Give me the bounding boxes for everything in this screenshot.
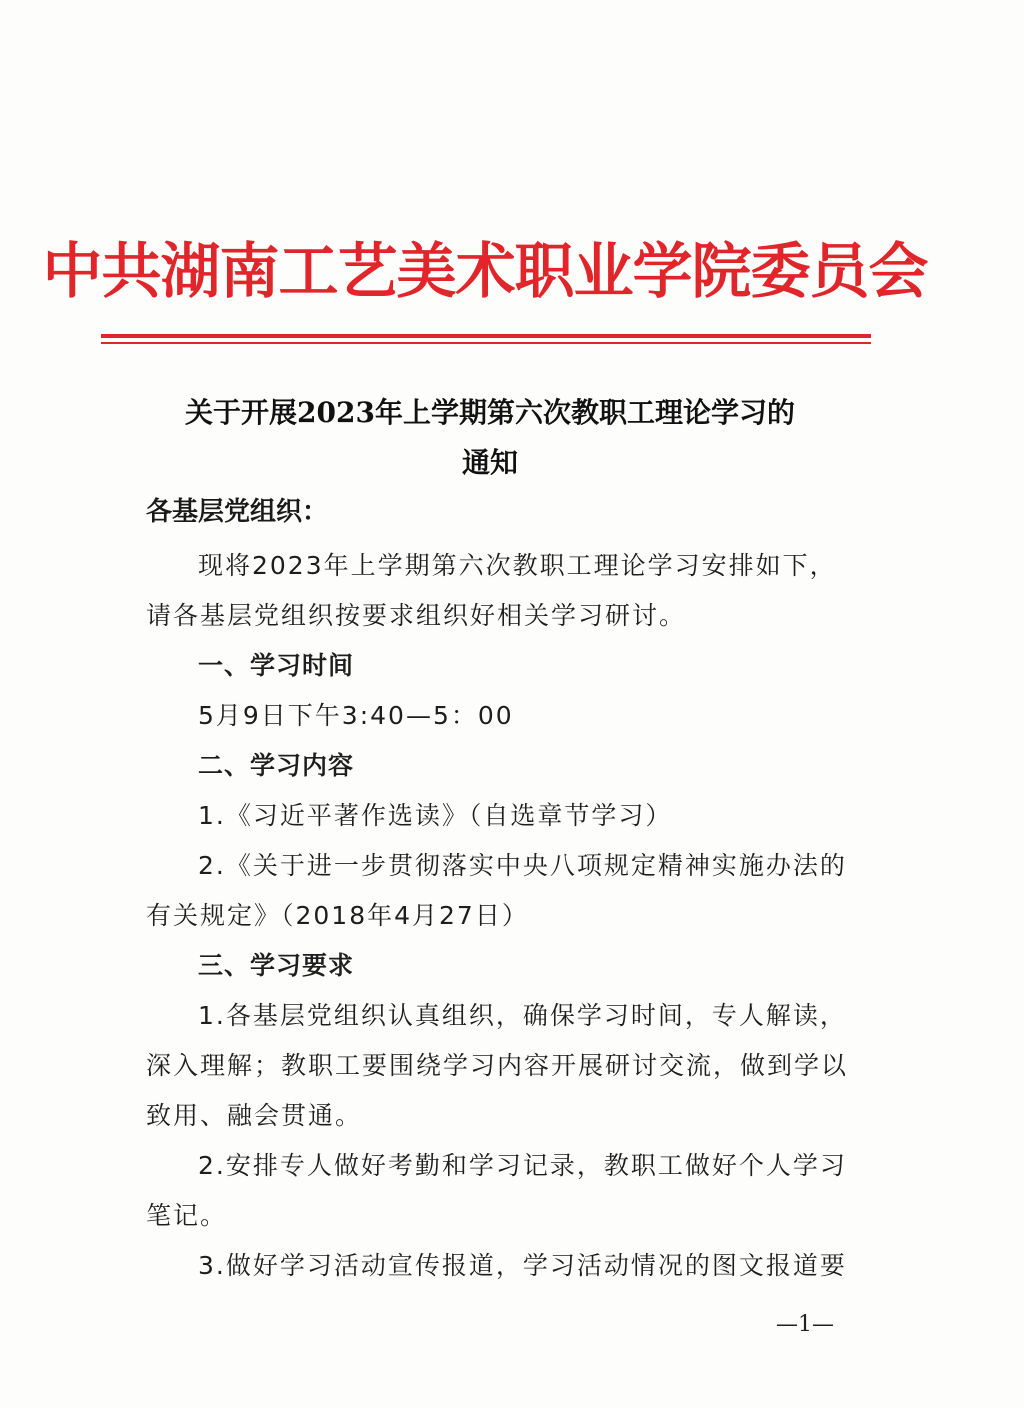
study-time: 5月9日下午3:40—5：00	[198, 701, 514, 730]
content-item-2-line-1: 2.《关于进一步贯彻落实中央八项规定精神实施办法的	[198, 851, 847, 880]
page-number: —1—	[776, 1312, 834, 1337]
letterhead-red-rule-thick	[101, 334, 871, 338]
document-title-line-1: 关于开展2023年上学期第六次教职工理论学习的	[185, 396, 795, 429]
salutation: 各基层党组织：	[146, 497, 329, 527]
requirement-2-line-2: 笔记。	[146, 1201, 228, 1230]
requirement-1-line-2: 深入理解；教职工要围绕学习内容开展研讨交流，做到学以	[146, 1051, 849, 1080]
document-body	[146, 541, 849, 1291]
requirement-1-line-1: 1.各基层党组织认真组织，确保学习时间，专人解读，	[198, 1001, 847, 1030]
document-title-line-2: 通知	[461, 446, 518, 479]
content-item-1: 1.《习近平著作选读》（自选章节学习）	[198, 801, 673, 830]
letterhead-organization: 中共湖南工艺美术职业学院委员会	[42, 237, 928, 307]
requirement-3-line-1: 3.做好学习活动宣传报道，学习活动情况的图文报道要	[198, 1251, 847, 1280]
requirement-1-line-3: 致用、融会贯通。	[146, 1101, 363, 1130]
requirement-2-line-1: 2.安排专人做好考勤和学习记录，教职工做好个人学习	[198, 1151, 847, 1180]
document-title	[100, 388, 880, 488]
section-heading-content: 二、学习内容	[198, 751, 355, 780]
section-heading-time: 一、学习时间	[198, 651, 355, 680]
section-heading-requirements: 三、学习要求	[198, 951, 355, 980]
intro-line-2: 请各基层党组织按要求组织好相关学习研讨。	[146, 601, 687, 630]
letterhead-red-rule-thin	[101, 342, 871, 344]
content-item-2-line-2: 有关规定》（2018年4月27日）	[146, 901, 529, 930]
intro-line-1: 现将2023年上学期第六次教职工理论学习安排如下，	[198, 551, 837, 580]
